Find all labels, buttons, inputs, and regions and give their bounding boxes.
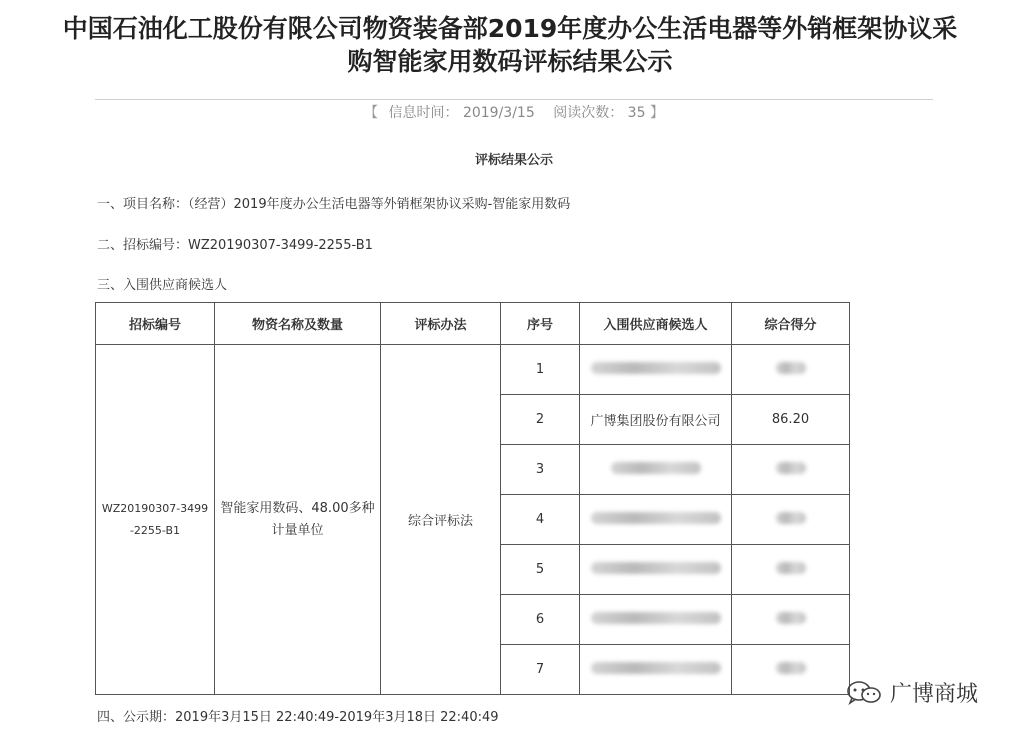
supplier-cell — [580, 545, 732, 595]
supplier-cell — [580, 345, 732, 395]
material-cell: 智能家用数码、48.00多种计量单位 — [215, 345, 381, 695]
score-cell — [732, 595, 850, 645]
table-header-row — [96, 303, 850, 345]
bid-number-line: 二、招标编号：WZ20190307-3499-2255-B1 — [97, 238, 373, 253]
watermark — [846, 677, 978, 708]
score-cell — [732, 445, 850, 495]
candidates-heading: 三、入围供应商候选人 — [97, 278, 228, 293]
redacted-score — [776, 662, 806, 674]
header-method: 评标办法 — [381, 303, 501, 345]
table-row — [96, 345, 850, 395]
redacted-score — [776, 462, 806, 474]
redacted-supplier — [591, 612, 721, 624]
supplier-cell — [580, 495, 732, 545]
seq-cell: 6 — [501, 595, 580, 645]
watermark-text: 广博商城 — [890, 682, 979, 707]
seq-cell: 3 — [501, 445, 580, 495]
notice-period-line: 四、公示期：2019年3月15日 22:40:49-2019年3月18日 22:40:49 — [97, 710, 499, 725]
redacted-supplier — [591, 662, 721, 674]
section-title: 评标结果公示 — [474, 153, 553, 168]
redacted-supplier — [591, 512, 721, 524]
title-divider — [95, 99, 933, 100]
seq-cell: 5 — [501, 545, 580, 595]
header-material: 物资名称及数量 — [215, 303, 381, 345]
results-table — [95, 302, 850, 695]
header-supplier: 入围供应商候选人 — [580, 303, 732, 345]
redacted-supplier — [591, 362, 721, 374]
score-cell: 86.20 — [732, 395, 850, 445]
seq-cell: 7 — [501, 645, 580, 695]
header-score: 综合得分 — [732, 303, 850, 345]
score-cell — [732, 345, 850, 395]
bracket-open: 【 — [364, 105, 379, 121]
redacted-score — [776, 612, 806, 624]
bid-code-cell: WZ20190307-3499-2255-B1 — [96, 345, 215, 695]
score-cell — [732, 645, 850, 695]
header-bid-number: 招标编号 — [96, 303, 215, 345]
read-count-label: 阅读次数： — [553, 105, 624, 121]
info-time-value: 2019/3/15 — [462, 105, 535, 121]
seq-cell: 4 — [501, 495, 580, 545]
redacted-supplier — [611, 462, 701, 474]
supplier-cell — [580, 445, 732, 495]
header-seq: 序号 — [501, 303, 580, 345]
supplier-cell: 广博集团股份有限公司 — [580, 395, 732, 445]
redacted-score — [776, 512, 806, 524]
supplier-cell — [580, 645, 732, 695]
seq-cell: 2 — [501, 395, 580, 445]
wechat-icon — [846, 680, 882, 706]
page-title: 中国石油化工股份有限公司物资装备部2019年度办公生活电器等外销框架协议采购智能家用数码评标结果公示 — [62, 14, 958, 76]
redacted-supplier — [591, 562, 721, 574]
seq-cell: 1 — [501, 345, 580, 395]
read-count-value: 35 — [627, 105, 646, 121]
redacted-score — [776, 562, 806, 574]
project-name-line: 一、项目名称：（经营）2019年度办公生活电器等外销框架协议采购-智能家用数码 — [97, 197, 571, 212]
method-cell: 综合评标法 — [381, 345, 501, 695]
score-cell — [732, 545, 850, 595]
info-time-label: 信息时间： — [388, 105, 459, 121]
redacted-score — [776, 362, 806, 374]
info-bar — [95, 102, 933, 122]
supplier-cell — [580, 595, 732, 645]
score-cell — [732, 495, 850, 545]
bracket-close: 】 — [649, 105, 664, 121]
